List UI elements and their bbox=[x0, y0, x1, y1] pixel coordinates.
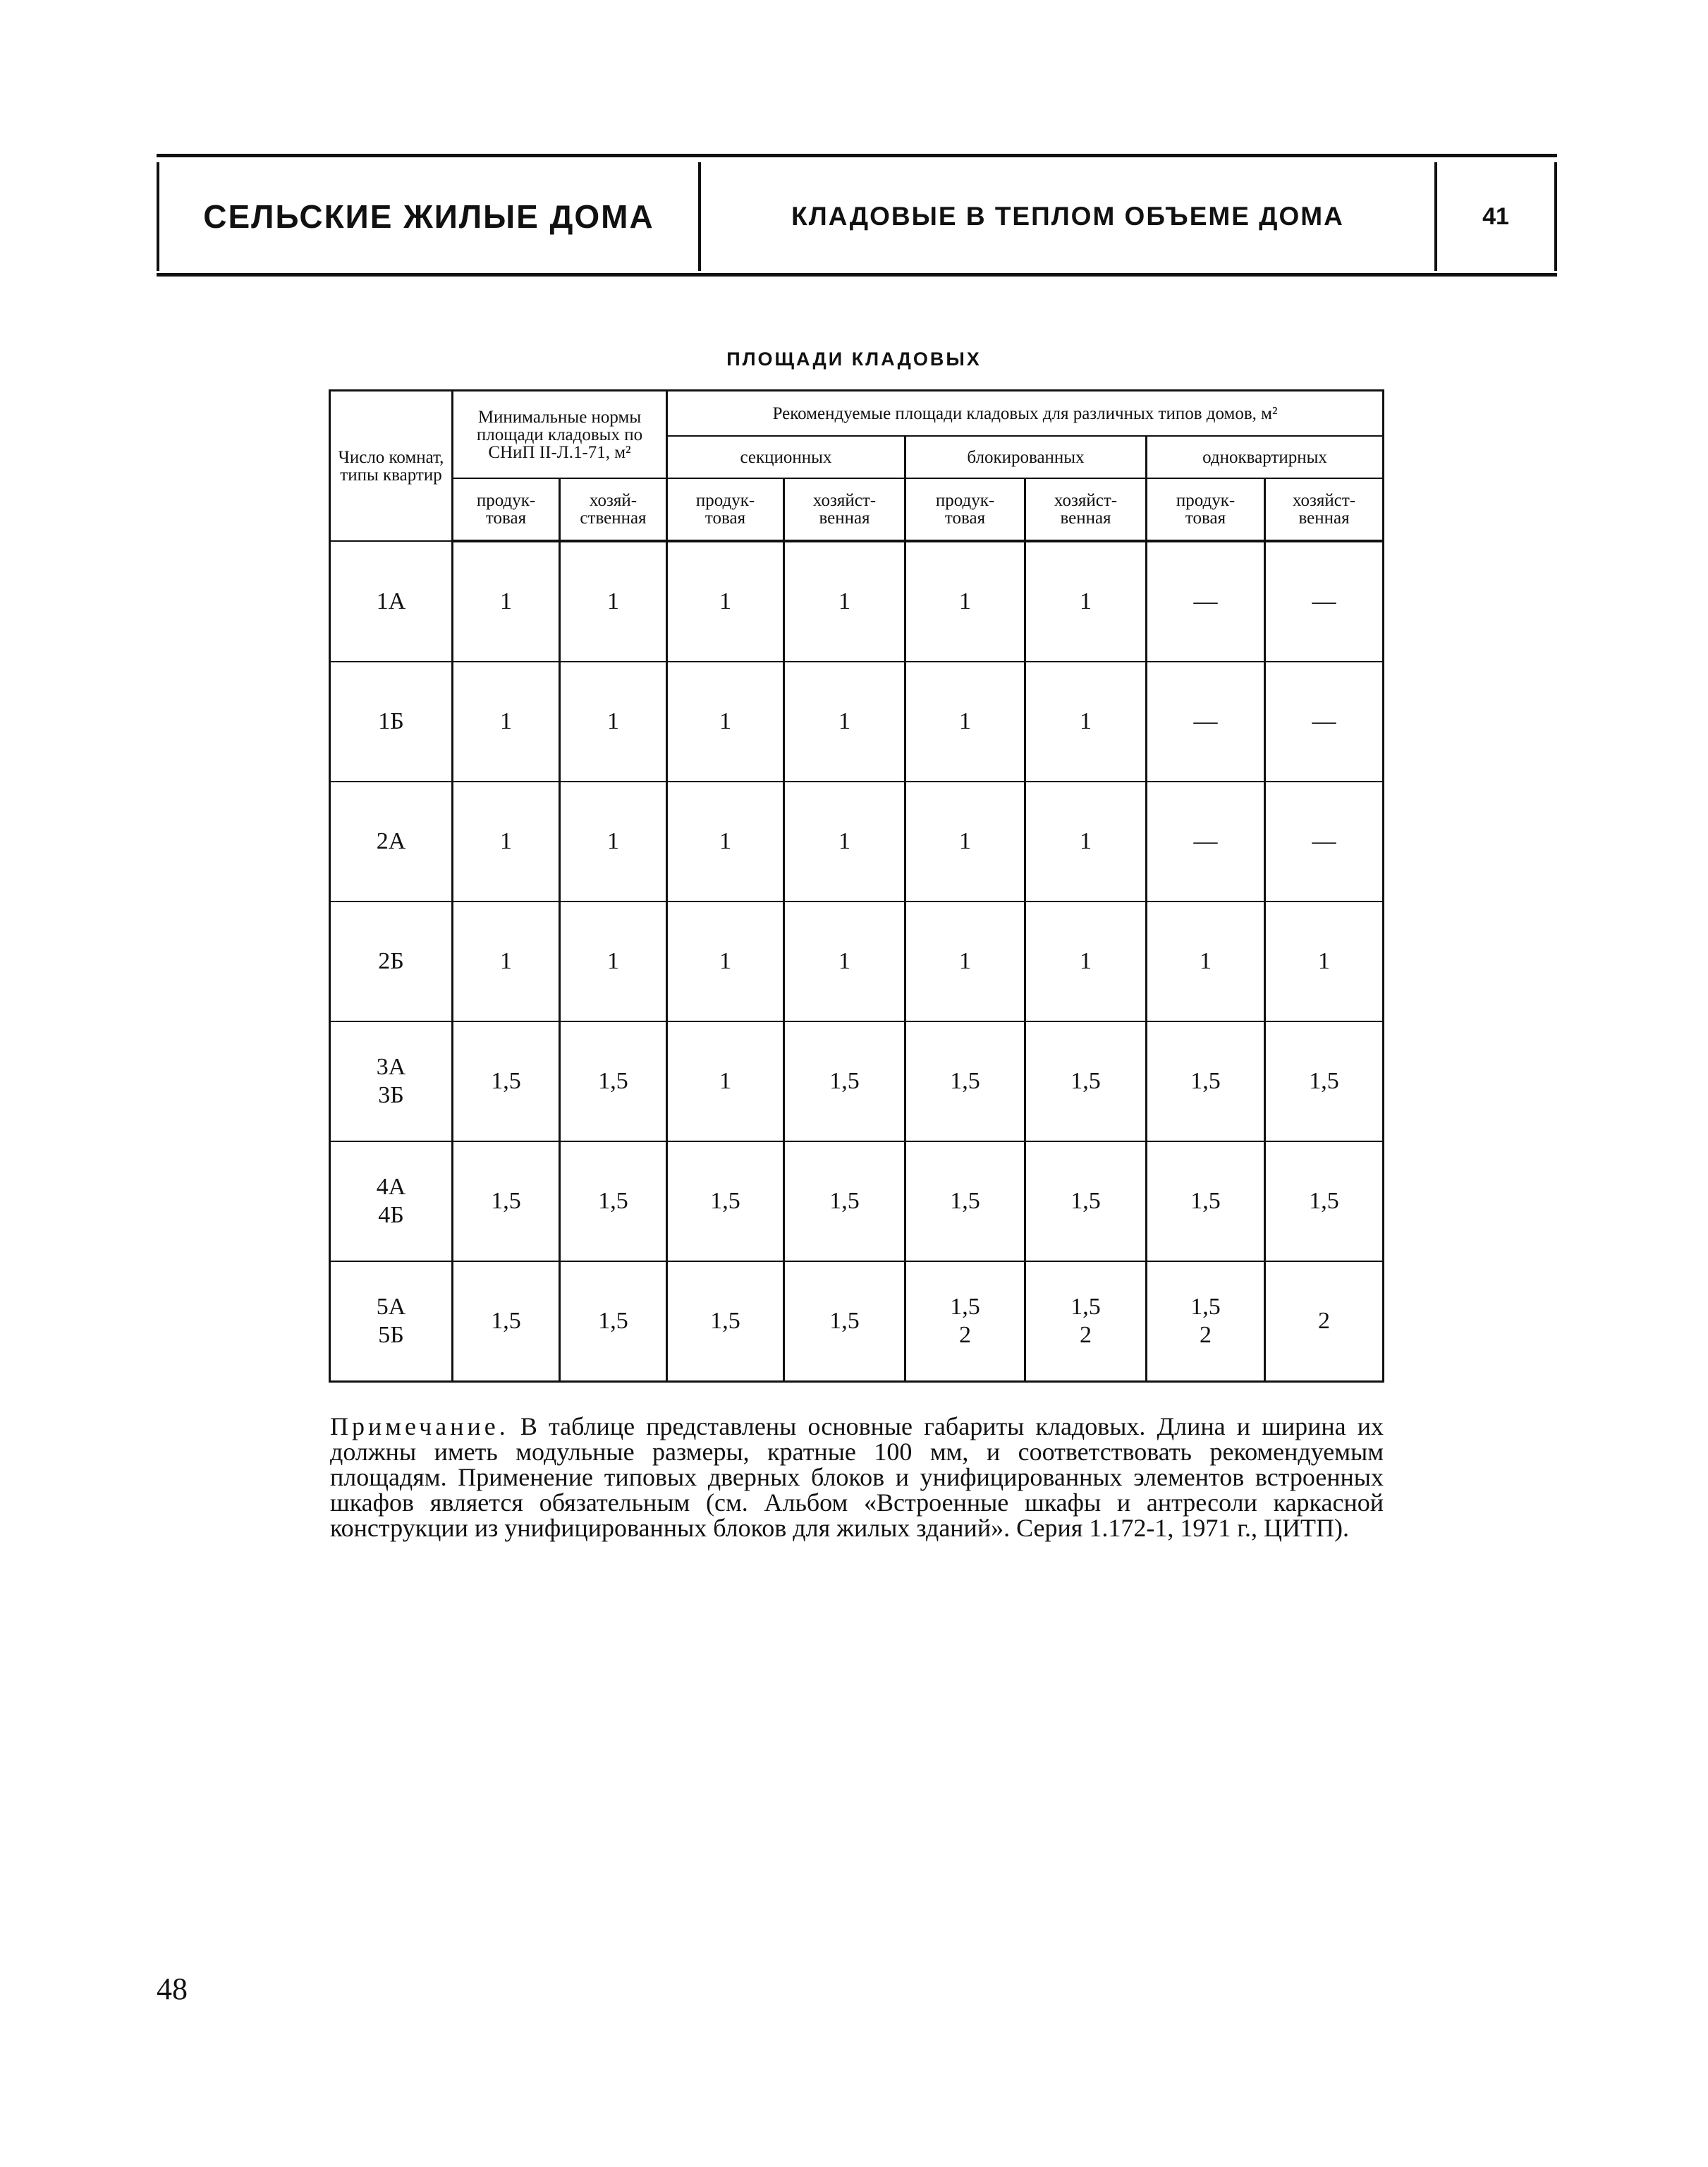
table-row bbox=[330, 662, 1384, 782]
row-label: 4А 4Б bbox=[330, 1141, 453, 1261]
header-bottom-rule bbox=[157, 273, 1557, 277]
table-cell: 1,5 bbox=[784, 1261, 905, 1382]
table-cell: 1 bbox=[453, 902, 560, 1021]
table-cell: 1,5 bbox=[667, 1141, 784, 1261]
table-row bbox=[330, 1021, 1384, 1141]
row-label: 3А 3Б bbox=[330, 1021, 453, 1141]
table-cell: 1 bbox=[1265, 902, 1384, 1021]
note-text: В таблице представлены основные габариты кладовых. Длина и ширина их должны иметь модульные размеры, кратные 100 мм, и соответствовать рекомендуемым площадям. Применение типовых дверных блоков и унифицированных элементов встроенных шкафов является обязательным (см. Альбом «Встроенные шкафы и антресоли каркасной конструкции из унифицированных блоков для жилых зданий». Серия 1.172-1, 1971 г., ЦИТП). bbox=[330, 1412, 1384, 1542]
table-cell: 1 bbox=[453, 782, 560, 902]
table-cell: 1 bbox=[784, 782, 905, 902]
column-header-rooms: Число комнат, типы квартир bbox=[330, 391, 453, 542]
column-header-blocked: блокированных bbox=[905, 436, 1147, 478]
column-header-household: хозяйст- венная bbox=[1265, 478, 1384, 541]
table-row bbox=[330, 902, 1384, 1021]
table-cell: 1 bbox=[1147, 902, 1265, 1021]
page-number: 48 bbox=[157, 1972, 188, 2006]
table-cell: 1 bbox=[667, 662, 784, 782]
column-header-food: продук- товая bbox=[905, 478, 1025, 541]
table-cell: 1,5 bbox=[560, 1021, 667, 1141]
column-header-recommended: Рекомендуемые площади кладовых для различных типов домов, м² bbox=[667, 391, 1384, 437]
table-cell: 1 bbox=[905, 541, 1025, 662]
table-cell: — bbox=[1147, 662, 1265, 782]
table-row bbox=[330, 1141, 1384, 1261]
table-row bbox=[330, 1261, 1384, 1382]
table-row bbox=[330, 782, 1384, 902]
table-cell: 1,5 2 bbox=[1147, 1261, 1265, 1382]
table-cell: — bbox=[1265, 662, 1384, 782]
column-header-food: продук- товая bbox=[667, 478, 784, 541]
table-note bbox=[330, 1414, 1384, 1541]
column-header-household: хозяйст- венная bbox=[1025, 478, 1147, 541]
table-cell: 1,5 bbox=[453, 1261, 560, 1382]
column-header-food: продук- товая bbox=[453, 478, 560, 541]
table-cell: 1,5 bbox=[560, 1261, 667, 1382]
table-cell: — bbox=[1147, 541, 1265, 662]
table-cell: 1 bbox=[667, 541, 784, 662]
table-cell: 1,5 bbox=[1025, 1021, 1147, 1141]
table-cell: 1 bbox=[667, 782, 784, 902]
table-cell: 1 bbox=[560, 902, 667, 1021]
note-lead: Примечание. bbox=[330, 1412, 509, 1440]
table-cell: 1 bbox=[905, 662, 1025, 782]
table-title: ПЛОЩАДИ КЛАДОВЫХ bbox=[726, 348, 982, 370]
table-cell: 1 bbox=[560, 541, 667, 662]
table-cell: 1 bbox=[560, 662, 667, 782]
table-body bbox=[330, 541, 1384, 1382]
table-row bbox=[330, 541, 1384, 662]
column-header-sectional: секционных bbox=[667, 436, 905, 478]
row-label: 5А 5Б bbox=[330, 1261, 453, 1382]
table-cell: 1 bbox=[453, 541, 560, 662]
table-cell: — bbox=[1265, 541, 1384, 662]
table-cell: 1,5 bbox=[1147, 1141, 1265, 1261]
column-header-single-family: одноквартирных bbox=[1147, 436, 1384, 478]
storage-area-table bbox=[329, 389, 1384, 1383]
table-cell: 1,5 bbox=[560, 1141, 667, 1261]
header-top-rule bbox=[157, 154, 1557, 157]
table-cell: 1 bbox=[1025, 662, 1147, 782]
table-cell: — bbox=[1265, 782, 1384, 902]
table-cell: 1,5 bbox=[784, 1141, 905, 1261]
header-section-title: СЕЛЬСКИЕ ЖИЛЫЕ ДОМА bbox=[203, 198, 654, 235]
table-cell: 2 bbox=[1265, 1261, 1384, 1382]
table-cell: 1,5 2 bbox=[905, 1261, 1025, 1382]
table-cell: 1 bbox=[1025, 902, 1147, 1021]
table-cell: 1 bbox=[905, 782, 1025, 902]
column-header-household: хозяйст- венная bbox=[784, 478, 905, 541]
table-cell: 1,5 2 bbox=[1025, 1261, 1147, 1382]
column-header-household: хозяй- ственная bbox=[560, 478, 667, 541]
table-cell: 1,5 bbox=[453, 1141, 560, 1261]
table-cell: 1 bbox=[784, 662, 905, 782]
table-cell: 1,5 bbox=[784, 1021, 905, 1141]
header-divider bbox=[1554, 162, 1557, 271]
table-cell: 1,5 bbox=[667, 1261, 784, 1382]
table-cell: 1 bbox=[560, 782, 667, 902]
header-sheet-number: 41 bbox=[1482, 202, 1509, 230]
table-cell: 1,5 bbox=[1265, 1141, 1384, 1261]
column-header-food: продук- товая bbox=[1147, 478, 1265, 541]
table-cell: 1,5 bbox=[905, 1021, 1025, 1141]
header-topic-title: КЛАДОВЫЕ В ТЕПЛОМ ОБЪЕМЕ ДОМА bbox=[791, 202, 1344, 231]
row-label: 1А bbox=[330, 541, 453, 662]
table-cell: 1 bbox=[453, 662, 560, 782]
table-cell: 1 bbox=[784, 541, 905, 662]
table-cell: 1,5 bbox=[1025, 1141, 1147, 1261]
table-cell: 1 bbox=[1025, 782, 1147, 902]
table-cell: 1 bbox=[667, 1021, 784, 1141]
table-cell: 1 bbox=[784, 902, 905, 1021]
table-cell: 1 bbox=[905, 902, 1025, 1021]
table-cell: 1,5 bbox=[453, 1021, 560, 1141]
table-cell: — bbox=[1147, 782, 1265, 902]
row-label: 1Б bbox=[330, 662, 453, 782]
table-cell: 1,5 bbox=[1147, 1021, 1265, 1141]
table-cell: 1,5 bbox=[1265, 1021, 1384, 1141]
table-cell: 1 bbox=[667, 902, 784, 1021]
table-cell: 1 bbox=[1025, 541, 1147, 662]
column-header-min-norms: Минимальные нормы площади кладовых по СНиП II-Л.1-71, м² bbox=[453, 391, 667, 479]
row-label: 2А bbox=[330, 782, 453, 902]
row-label: 2Б bbox=[330, 902, 453, 1021]
table-cell: 1,5 bbox=[905, 1141, 1025, 1261]
